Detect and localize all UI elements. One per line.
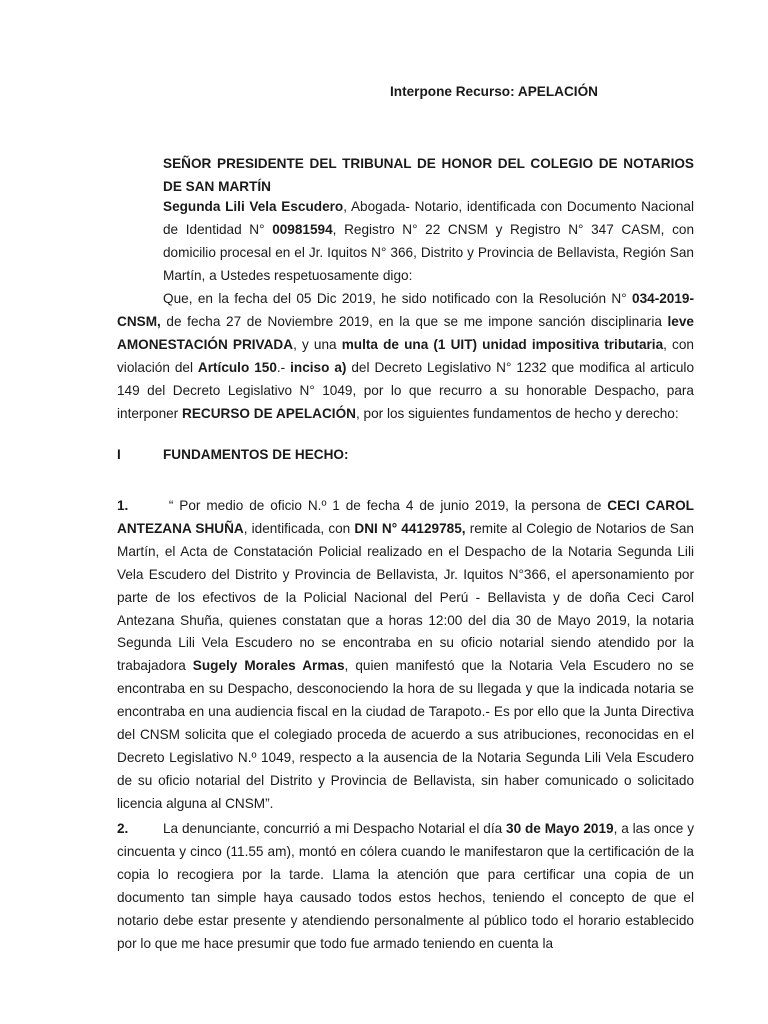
p2-text-6: del Decreto Legislativo N° 1232 que modifica al articulo 149 del Decreto Legislativo N° 1049, por lo que recurro a su honorable Despacho, para interponer bbox=[117, 359, 694, 421]
paragraph-resolution bbox=[117, 288, 694, 425]
p2-sancion: leve AMONESTACIÓN PRIVADA bbox=[117, 313, 694, 352]
item-1-text-2: , identificada, con bbox=[243, 520, 355, 536]
section-title: FUNDAMENTOS DE HECHO: bbox=[163, 447, 349, 462]
item-2-fecha: 30 de Mayo 2019 bbox=[506, 821, 614, 836]
p2-text-5: .- bbox=[276, 359, 291, 375]
p2-articulo: Artículo 150 bbox=[197, 359, 277, 375]
intro-name: Segunda Lili Vela Escudero bbox=[163, 199, 344, 214]
intro-text-1: , Abogada- Notario, identificada con Documento Nacional de Identidad N° bbox=[163, 199, 695, 237]
intro-dni: 00981594 bbox=[272, 221, 333, 237]
p2-text-2: de fecha 27 de Noviembre 2019, en la que se me impone sanción disciplinaria bbox=[160, 313, 668, 329]
section-number: I bbox=[117, 447, 121, 462]
item-1-trabajadora: Sugely Morales Armas bbox=[192, 658, 345, 674]
item-1-number: 1. bbox=[117, 498, 129, 513]
addressee: SEÑOR PRESIDENTE DEL TRIBUNAL DE HONOR DEL COLEGIO DE NOTARIOS DE SAN MARTÍN bbox=[163, 156, 694, 194]
item-1-text-3: remite al Colegio de Notarios de San Martín, el Acta de Constatación Policial realizado en el Despacho de la Notaria Segunda Lili Vela Escudero del Distrito y Provincia de Bellavista, Jr. Iquitos N°366, el apersonamiento por parte de los efectivos de la Policial Nacional del Perú - Bellavista y de doña Ceci Carol Antezana Shuña, quienes constatan que a horas 12:00 del dia 30 de Mayo 2019, la notaria Segunda Lili Vela Escudero no se encontraba en su oficio notarial siendo atendido por la trabajadora bbox=[117, 520, 694, 674]
p2-text-1: Que, en la fecha del 05 Dic 2019, he sido notificado con la Resolución N° bbox=[163, 291, 633, 306]
item-1-persona: CECI CAROL ANTEZANA SHUÑA bbox=[117, 498, 694, 536]
intro-text-2: , Registro N° 22 CNSM y Registro N° 347 CASM, con domicilio procesal en el Jr. Iquitos N° 366, Distrito y Provincia de Bellavista, Región San Martín, a Ustedes respetuosamente digo: bbox=[163, 221, 694, 283]
p2-multa: multa de una (1 UIT) unidad impositiva tributaria bbox=[341, 336, 664, 352]
intro-paragraph bbox=[163, 196, 694, 288]
p2-text-3: , y una bbox=[293, 336, 342, 352]
p2-inciso: inciso a) bbox=[290, 359, 347, 375]
item-2-text-1: La denunciante, concurrió a mi Despacho Notarial el día bbox=[163, 821, 507, 836]
item-1-dni: DNI N° 44129785, bbox=[354, 520, 466, 536]
section-heading bbox=[117, 447, 349, 462]
item-1 bbox=[117, 495, 694, 816]
p2-text-7: , por los siguientes fundamentos de hecho y derecho: bbox=[355, 405, 679, 421]
item-1-text-1: “ Por medio de oficio N.º 1 de fecha 4 de junio 2019, la persona de bbox=[163, 498, 608, 513]
item-2-number: 2. bbox=[117, 821, 129, 836]
p2-recurso: RECURSO DE APELACIÓN bbox=[182, 405, 356, 421]
document-title: Interpone Recurso: APELACIÓN bbox=[390, 84, 598, 99]
item-2 bbox=[117, 818, 694, 955]
item-2-text-2: , a las once y cincuenta y cinco (11.55 am), montó en cólera cuando le manifestaron que la certificación de la copia lo recogiera por la tarde. Llama la atención que para certificar una copia de un documento tan simple haya causado todos estos hechos, teniendo el concepto de que el notario debe estar presente y atendiendo personalmente al público todo el horario establecido por lo que me hace presumir que todo fue armado teniendo en cuenta la bbox=[117, 821, 694, 951]
p2-text-4: , con violación del bbox=[117, 336, 694, 375]
item-1-text-4: , quien manifestó que la Notaria Vela Escudero no se encontraba en su Despacho, desconociendo la hora de su llegada y que la indicada notaria se encontraba en una audiencia fiscal en la ciudad de Tarapoto.- Es por ello que la Junta Directiva del CNSM solicita que el colegiado proceda de acuerdo a sus atribuciones, reconocidas en el Decreto Legislativo N.º 1049, respecto a la ausencia de la Notaria Segunda Lili Vela Escudero de su oficio notarial del Distrito y Provincia de Bellavista, sin haber comunicado o solicitado licencia alguna al CNSM”. bbox=[117, 658, 694, 811]
p2-resolution: 034-2019-CNSM, bbox=[117, 291, 694, 329]
